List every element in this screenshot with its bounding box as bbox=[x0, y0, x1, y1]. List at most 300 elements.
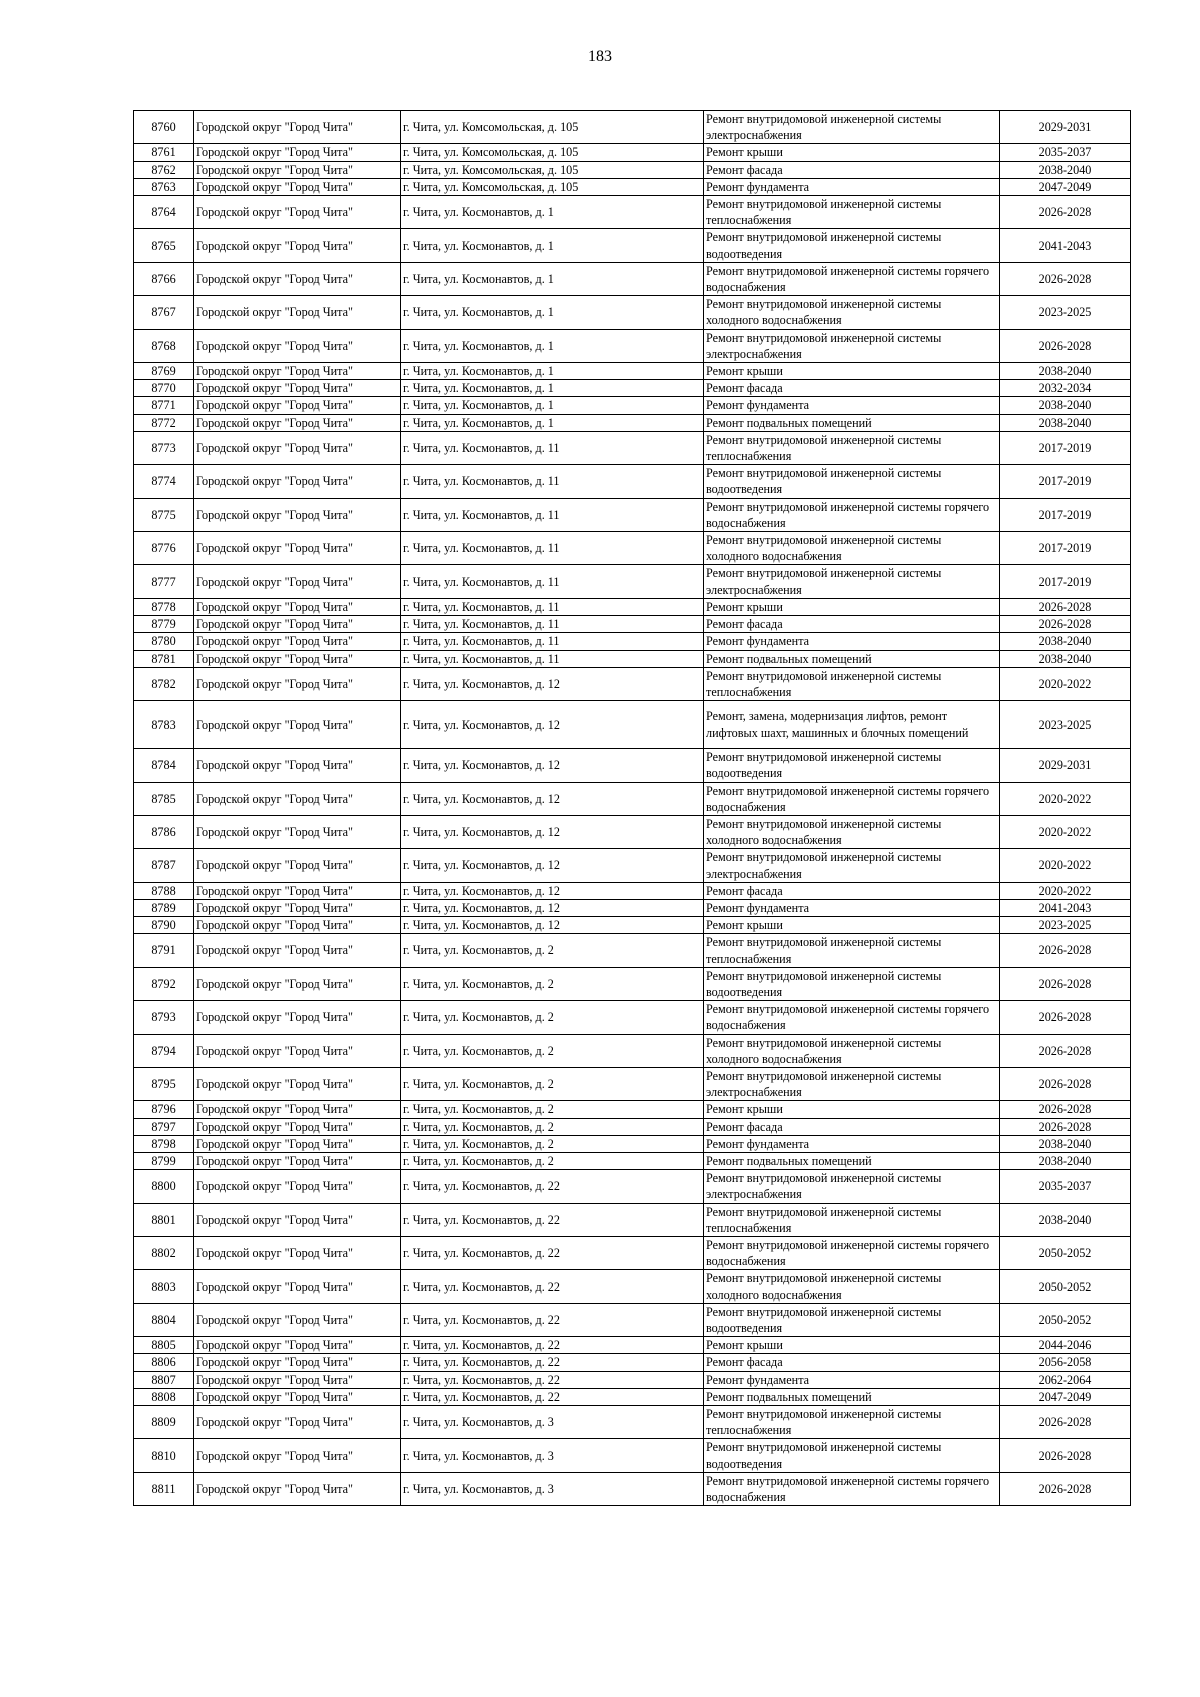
table-row bbox=[134, 397, 1131, 414]
cell-municipality: Городской округ "Город Чита" bbox=[194, 1152, 401, 1169]
cell-period: 2041-2043 bbox=[1000, 899, 1131, 916]
cell-municipality: Городской округ "Город Чита" bbox=[194, 849, 401, 882]
cell-address: г. Чита, ул. Космонавтов, д. 11 bbox=[401, 565, 704, 598]
cell-period: 2017-2019 bbox=[1000, 498, 1131, 531]
cell-work-type: Ремонт внутридомовой инженерной системы теплоснабжения bbox=[704, 934, 1000, 967]
cell-municipality: Городской округ "Город Чита" bbox=[194, 899, 401, 916]
table-row bbox=[134, 498, 1131, 531]
cell-work-type: Ремонт внутридомовой инженерной системы водоотведения bbox=[704, 1439, 1000, 1472]
cell-address: г. Чита, ул. Космонавтов, д. 12 bbox=[401, 701, 704, 749]
cell-work-type: Ремонт внутридомовой инженерной системы горячего водоснабжения bbox=[704, 782, 1000, 815]
cell-number: 8763 bbox=[134, 178, 194, 195]
cell-period: 2038-2040 bbox=[1000, 1203, 1131, 1236]
cell-address: г. Чита, ул. Космонавтов, д. 22 bbox=[401, 1388, 704, 1405]
cell-work-type: Ремонт фасада bbox=[704, 882, 1000, 899]
cell-number: 8811 bbox=[134, 1472, 194, 1505]
cell-number: 8787 bbox=[134, 849, 194, 882]
cell-municipality: Городской округ "Город Чита" bbox=[194, 882, 401, 899]
cell-address: г. Чита, ул. Космонавтов, д. 2 bbox=[401, 1101, 704, 1118]
table-row bbox=[134, 1388, 1131, 1405]
cell-period: 2050-2052 bbox=[1000, 1303, 1131, 1336]
cell-municipality: Городской округ "Город Чита" bbox=[194, 1118, 401, 1135]
cell-municipality: Городской округ "Город Чита" bbox=[194, 934, 401, 967]
cell-work-type: Ремонт внутридомовой инженерной системы горячего водоснабжения bbox=[704, 1237, 1000, 1270]
cell-period: 2041-2043 bbox=[1000, 229, 1131, 262]
table-body bbox=[134, 111, 1131, 1506]
cell-number: 8762 bbox=[134, 161, 194, 178]
cell-municipality: Городской округ "Город Чита" bbox=[194, 1001, 401, 1034]
cell-address: г. Чита, ул. Космонавтов, д. 2 bbox=[401, 1152, 704, 1169]
cell-number: 8795 bbox=[134, 1067, 194, 1100]
cell-municipality: Городской округ "Город Чита" bbox=[194, 161, 401, 178]
cell-work-type: Ремонт фундамента bbox=[704, 1371, 1000, 1388]
cell-number: 8793 bbox=[134, 1001, 194, 1034]
cell-number: 8786 bbox=[134, 815, 194, 848]
cell-address: г. Чита, ул. Космонавтов, д. 2 bbox=[401, 1118, 704, 1135]
cell-work-type: Ремонт внутридомовой инженерной системы теплоснабжения bbox=[704, 196, 1000, 229]
cell-address: г. Чита, ул. Комсомольская, д. 105 bbox=[401, 178, 704, 195]
cell-address: г. Чита, ул. Космонавтов, д. 1 bbox=[401, 397, 704, 414]
cell-work-type: Ремонт подвальных помещений bbox=[704, 414, 1000, 431]
table-row bbox=[134, 650, 1131, 667]
cell-work-type: Ремонт фасада bbox=[704, 1118, 1000, 1135]
cell-period: 2035-2037 bbox=[1000, 1170, 1131, 1203]
cell-address: г. Чита, ул. Космонавтов, д. 11 bbox=[401, 431, 704, 464]
cell-number: 8780 bbox=[134, 633, 194, 650]
cell-municipality: Городской округ "Город Чита" bbox=[194, 565, 401, 598]
cell-address: г. Чита, ул. Космонавтов, д. 2 bbox=[401, 1135, 704, 1152]
cell-address: г. Чита, ул. Космонавтов, д. 11 bbox=[401, 465, 704, 498]
cell-work-type: Ремонт внутридомовой инженерной системы горячего водоснабжения bbox=[704, 498, 1000, 531]
cell-municipality: Городской округ "Город Чита" bbox=[194, 598, 401, 615]
cell-municipality: Городской округ "Город Чита" bbox=[194, 1371, 401, 1388]
cell-municipality: Городской округ "Город Чита" bbox=[194, 532, 401, 565]
cell-period: 2017-2019 bbox=[1000, 532, 1131, 565]
cell-municipality: Городской округ "Город Чита" bbox=[194, 616, 401, 633]
cell-address: г. Чита, ул. Космонавтов, д. 2 bbox=[401, 934, 704, 967]
table-row bbox=[134, 1001, 1131, 1034]
cell-period: 2038-2040 bbox=[1000, 161, 1131, 178]
cell-number: 8792 bbox=[134, 967, 194, 1000]
cell-period: 2029-2031 bbox=[1000, 111, 1131, 144]
table-row bbox=[134, 161, 1131, 178]
cell-number: 8760 bbox=[134, 111, 194, 144]
cell-period: 2047-2049 bbox=[1000, 1388, 1131, 1405]
cell-number: 8764 bbox=[134, 196, 194, 229]
cell-address: г. Чита, ул. Космонавтов, д. 22 bbox=[401, 1170, 704, 1203]
cell-period: 2050-2052 bbox=[1000, 1270, 1131, 1303]
cell-number: 8803 bbox=[134, 1270, 194, 1303]
cell-municipality: Городской округ "Город Чита" bbox=[194, 1303, 401, 1336]
cell-number: 8794 bbox=[134, 1034, 194, 1067]
table-row bbox=[134, 633, 1131, 650]
cell-period: 2032-2034 bbox=[1000, 380, 1131, 397]
table-row bbox=[134, 1472, 1131, 1505]
cell-period: 2062-2064 bbox=[1000, 1371, 1131, 1388]
cell-number: 8769 bbox=[134, 363, 194, 380]
cell-period: 2038-2040 bbox=[1000, 363, 1131, 380]
cell-work-type: Ремонт подвальных помещений bbox=[704, 1152, 1000, 1169]
cell-address: г. Чита, ул. Космонавтов, д. 2 bbox=[401, 1067, 704, 1100]
cell-municipality: Городской округ "Город Чита" bbox=[194, 498, 401, 531]
table-row bbox=[134, 178, 1131, 195]
cell-address: г. Чита, ул. Космонавтов, д. 22 bbox=[401, 1237, 704, 1270]
table-row bbox=[134, 1152, 1131, 1169]
cell-work-type: Ремонт фундамента bbox=[704, 899, 1000, 916]
cell-work-type: Ремонт внутридомовой инженерной системы холодного водоснабжения bbox=[704, 1034, 1000, 1067]
cell-number: 8770 bbox=[134, 380, 194, 397]
table-row bbox=[134, 465, 1131, 498]
cell-address: г. Чита, ул. Космонавтов, д. 2 bbox=[401, 1001, 704, 1034]
cell-municipality: Городской округ "Город Чита" bbox=[194, 1203, 401, 1236]
table-row bbox=[134, 934, 1131, 967]
cell-municipality: Городской округ "Город Чита" bbox=[194, 1270, 401, 1303]
cell-municipality: Городской округ "Город Чита" bbox=[194, 178, 401, 195]
cell-number: 8766 bbox=[134, 262, 194, 295]
table-row bbox=[134, 431, 1131, 464]
cell-municipality: Городской округ "Город Чита" bbox=[194, 1406, 401, 1439]
cell-municipality: Городской округ "Город Чита" bbox=[194, 229, 401, 262]
cell-work-type: Ремонт фасада bbox=[704, 161, 1000, 178]
cell-work-type: Ремонт крыши bbox=[704, 598, 1000, 615]
cell-municipality: Городской округ "Город Чита" bbox=[194, 296, 401, 329]
table-row bbox=[134, 380, 1131, 397]
cell-period: 2038-2040 bbox=[1000, 397, 1131, 414]
cell-period: 2023-2025 bbox=[1000, 701, 1131, 749]
cell-period: 2020-2022 bbox=[1000, 782, 1131, 815]
cell-address: г. Чита, ул. Космонавтов, д. 1 bbox=[401, 380, 704, 397]
cell-municipality: Городской округ "Город Чита" bbox=[194, 329, 401, 362]
cell-number: 8790 bbox=[134, 917, 194, 934]
cell-address: г. Чита, ул. Космонавтов, д. 1 bbox=[401, 296, 704, 329]
cell-period: 2026-2028 bbox=[1000, 196, 1131, 229]
cell-address: г. Чита, ул. Космонавтов, д. 22 bbox=[401, 1303, 704, 1336]
cell-work-type: Ремонт крыши bbox=[704, 1101, 1000, 1118]
cell-work-type: Ремонт, замена, модернизация лифтов, ремонт лифтовых шахт, машинных и блочных помещений bbox=[704, 701, 1000, 749]
cell-work-type: Ремонт внутридомовой инженерной системы электроснабжения bbox=[704, 1170, 1000, 1203]
cell-period: 2020-2022 bbox=[1000, 882, 1131, 899]
cell-address: г. Чита, ул. Космонавтов, д. 11 bbox=[401, 616, 704, 633]
cell-address: г. Чита, ул. Космонавтов, д. 11 bbox=[401, 650, 704, 667]
table-row bbox=[134, 1354, 1131, 1371]
cell-work-type: Ремонт фундамента bbox=[704, 397, 1000, 414]
cell-number: 8806 bbox=[134, 1354, 194, 1371]
cell-address: г. Чита, ул. Космонавтов, д. 11 bbox=[401, 598, 704, 615]
table-row bbox=[134, 1170, 1131, 1203]
cell-period: 2026-2028 bbox=[1000, 1406, 1131, 1439]
cell-address: г. Чита, ул. Космонавтов, д. 22 bbox=[401, 1354, 704, 1371]
cell-address: г. Чита, ул. Космонавтов, д. 12 bbox=[401, 815, 704, 848]
cell-period: 2029-2031 bbox=[1000, 749, 1131, 782]
cell-period: 2026-2028 bbox=[1000, 262, 1131, 295]
cell-municipality: Городской округ "Город Чита" bbox=[194, 363, 401, 380]
cell-work-type: Ремонт фундамента bbox=[704, 1135, 1000, 1152]
cell-address: г. Чита, ул. Комсомольская, д. 105 bbox=[401, 161, 704, 178]
cell-municipality: Городской округ "Город Чита" bbox=[194, 1439, 401, 1472]
cell-period: 2038-2040 bbox=[1000, 1135, 1131, 1152]
cell-address: г. Чита, ул. Космонавтов, д. 1 bbox=[401, 262, 704, 295]
cell-number: 8761 bbox=[134, 144, 194, 161]
cell-address: г. Чита, ул. Космонавтов, д. 1 bbox=[401, 329, 704, 362]
table-row bbox=[134, 1034, 1131, 1067]
cell-number: 8808 bbox=[134, 1388, 194, 1405]
cell-work-type: Ремонт внутридомовой инженерной системы водоотведения bbox=[704, 749, 1000, 782]
cell-municipality: Городской округ "Город Чита" bbox=[194, 782, 401, 815]
cell-municipality: Городской округ "Город Чита" bbox=[194, 1237, 401, 1270]
cell-municipality: Городской округ "Город Чита" bbox=[194, 749, 401, 782]
cell-number: 8801 bbox=[134, 1203, 194, 1236]
cell-number: 8773 bbox=[134, 431, 194, 464]
cell-period: 2026-2028 bbox=[1000, 1118, 1131, 1135]
cell-municipality: Городской округ "Город Чита" bbox=[194, 196, 401, 229]
cell-number: 8799 bbox=[134, 1152, 194, 1169]
cell-work-type: Ремонт подвальных помещений bbox=[704, 650, 1000, 667]
cell-work-type: Ремонт фасада bbox=[704, 616, 1000, 633]
cell-number: 8800 bbox=[134, 1170, 194, 1203]
cell-number: 8788 bbox=[134, 882, 194, 899]
cell-municipality: Городской округ "Город Чита" bbox=[194, 1472, 401, 1505]
cell-address: г. Чита, ул. Космонавтов, д. 11 bbox=[401, 498, 704, 531]
cell-number: 8775 bbox=[134, 498, 194, 531]
cell-work-type: Ремонт крыши bbox=[704, 144, 1000, 161]
cell-address: г. Чита, ул. Комсомольская, д. 105 bbox=[401, 144, 704, 161]
repair-schedule-table bbox=[133, 110, 1131, 1506]
cell-number: 8805 bbox=[134, 1337, 194, 1354]
cell-address: г. Чита, ул. Космонавтов, д. 12 bbox=[401, 882, 704, 899]
cell-work-type: Ремонт внутридомовой инженерной системы холодного водоснабжения bbox=[704, 1270, 1000, 1303]
cell-municipality: Городской округ "Город Чита" bbox=[194, 1067, 401, 1100]
table-row bbox=[134, 111, 1131, 144]
cell-address: г. Чита, ул. Космонавтов, д. 1 bbox=[401, 363, 704, 380]
cell-work-type: Ремонт внутридомовой инженерной системы электроснабжения bbox=[704, 111, 1000, 144]
cell-number: 8781 bbox=[134, 650, 194, 667]
cell-work-type: Ремонт крыши bbox=[704, 917, 1000, 934]
cell-work-type: Ремонт фундамента bbox=[704, 178, 1000, 195]
table-row bbox=[134, 849, 1131, 882]
table-row bbox=[134, 1270, 1131, 1303]
cell-municipality: Городской округ "Город Чита" bbox=[194, 465, 401, 498]
cell-period: 2017-2019 bbox=[1000, 465, 1131, 498]
cell-work-type: Ремонт внутридомовой инженерной системы электроснабжения bbox=[704, 849, 1000, 882]
cell-work-type: Ремонт внутридомовой инженерной системы теплоснабжения bbox=[704, 431, 1000, 464]
table-row bbox=[134, 565, 1131, 598]
cell-number: 8782 bbox=[134, 667, 194, 700]
cell-work-type: Ремонт крыши bbox=[704, 363, 1000, 380]
table-row bbox=[134, 1237, 1131, 1270]
cell-municipality: Городской округ "Город Чита" bbox=[194, 380, 401, 397]
cell-period: 2026-2028 bbox=[1000, 1067, 1131, 1100]
cell-period: 2026-2028 bbox=[1000, 934, 1131, 967]
table-row bbox=[134, 616, 1131, 633]
cell-number: 8798 bbox=[134, 1135, 194, 1152]
cell-municipality: Городской округ "Город Чита" bbox=[194, 1101, 401, 1118]
cell-address: г. Чита, ул. Космонавтов, д. 22 bbox=[401, 1270, 704, 1303]
cell-number: 8776 bbox=[134, 532, 194, 565]
table-row bbox=[134, 144, 1131, 161]
cell-period: 2038-2040 bbox=[1000, 1152, 1131, 1169]
cell-period: 2023-2025 bbox=[1000, 296, 1131, 329]
cell-period: 2047-2049 bbox=[1000, 178, 1131, 195]
cell-period: 2026-2028 bbox=[1000, 967, 1131, 1000]
cell-number: 8791 bbox=[134, 934, 194, 967]
cell-work-type: Ремонт подвальных помещений bbox=[704, 1388, 1000, 1405]
cell-work-type: Ремонт внутридомовой инженерной системы водоотведения bbox=[704, 967, 1000, 1000]
table-row bbox=[134, 196, 1131, 229]
table-row bbox=[134, 1439, 1131, 1472]
cell-period: 2023-2025 bbox=[1000, 917, 1131, 934]
cell-municipality: Городской округ "Город Чита" bbox=[194, 144, 401, 161]
table-row bbox=[134, 262, 1131, 295]
table-row bbox=[134, 749, 1131, 782]
cell-period: 2026-2028 bbox=[1000, 1439, 1131, 1472]
cell-number: 8789 bbox=[134, 899, 194, 916]
cell-address: г. Чита, ул. Космонавтов, д. 3 bbox=[401, 1439, 704, 1472]
table-row bbox=[134, 229, 1131, 262]
cell-municipality: Городской округ "Город Чита" bbox=[194, 633, 401, 650]
cell-address: г. Чита, ул. Космонавтов, д. 12 bbox=[401, 849, 704, 882]
cell-number: 8810 bbox=[134, 1439, 194, 1472]
cell-municipality: Городской округ "Город Чита" bbox=[194, 414, 401, 431]
cell-number: 8779 bbox=[134, 616, 194, 633]
cell-period: 2038-2040 bbox=[1000, 650, 1131, 667]
cell-address: г. Чита, ул. Космонавтов, д. 2 bbox=[401, 967, 704, 1000]
cell-number: 8804 bbox=[134, 1303, 194, 1336]
cell-municipality: Городской округ "Город Чита" bbox=[194, 815, 401, 848]
cell-municipality: Городской округ "Город Чита" bbox=[194, 967, 401, 1000]
cell-period: 2017-2019 bbox=[1000, 431, 1131, 464]
cell-municipality: Городской округ "Город Чита" bbox=[194, 1388, 401, 1405]
cell-municipality: Городской округ "Город Чита" bbox=[194, 1135, 401, 1152]
cell-address: г. Чита, ул. Космонавтов, д. 22 bbox=[401, 1337, 704, 1354]
cell-work-type: Ремонт внутридомовой инженерной системы водоотведения bbox=[704, 1303, 1000, 1336]
cell-work-type: Ремонт внутридомовой инженерной системы теплоснабжения bbox=[704, 667, 1000, 700]
cell-municipality: Городской округ "Город Чита" bbox=[194, 111, 401, 144]
cell-work-type: Ремонт внутридомовой инженерной системы холодного водоснабжения bbox=[704, 532, 1000, 565]
cell-period: 2026-2028 bbox=[1000, 616, 1131, 633]
table-row bbox=[134, 363, 1131, 380]
cell-number: 8768 bbox=[134, 329, 194, 362]
cell-address: г. Чита, ул. Космонавтов, д. 12 bbox=[401, 782, 704, 815]
cell-municipality: Городской округ "Город Чита" bbox=[194, 431, 401, 464]
cell-number: 8807 bbox=[134, 1371, 194, 1388]
table-row bbox=[134, 1203, 1131, 1236]
cell-work-type: Ремонт внутридомовой инженерной системы водоотведения bbox=[704, 229, 1000, 262]
page-number: 183 bbox=[588, 48, 612, 65]
cell-municipality: Городской округ "Город Чита" bbox=[194, 667, 401, 700]
table-row bbox=[134, 967, 1131, 1000]
cell-address: г. Чита, ул. Космонавтов, д. 1 bbox=[401, 414, 704, 431]
cell-number: 8785 bbox=[134, 782, 194, 815]
table-row bbox=[134, 532, 1131, 565]
cell-period: 2026-2028 bbox=[1000, 1472, 1131, 1505]
cell-number: 8783 bbox=[134, 701, 194, 749]
cell-work-type: Ремонт внутридомовой инженерной системы горячего водоснабжения bbox=[704, 1001, 1000, 1034]
cell-municipality: Городской округ "Город Чита" bbox=[194, 1354, 401, 1371]
table-row bbox=[134, 1101, 1131, 1118]
table-row bbox=[134, 598, 1131, 615]
cell-number: 8784 bbox=[134, 749, 194, 782]
cell-work-type: Ремонт крыши bbox=[704, 1337, 1000, 1354]
cell-address: г. Чита, ул. Космонавтов, д. 2 bbox=[401, 1034, 704, 1067]
table-row bbox=[134, 701, 1131, 749]
cell-number: 8797 bbox=[134, 1118, 194, 1135]
cell-work-type: Ремонт внутридомовой инженерной системы холодного водоснабжения bbox=[704, 815, 1000, 848]
table-row bbox=[134, 1337, 1131, 1354]
table-row bbox=[134, 414, 1131, 431]
table-row bbox=[134, 782, 1131, 815]
cell-work-type: Ремонт внутридомовой инженерной системы теплоснабжения bbox=[704, 1406, 1000, 1439]
cell-work-type: Ремонт фундамента bbox=[704, 633, 1000, 650]
cell-number: 8778 bbox=[134, 598, 194, 615]
cell-address: г. Чита, ул. Космонавтов, д. 12 bbox=[401, 917, 704, 934]
table-row bbox=[134, 1371, 1131, 1388]
cell-period: 2035-2037 bbox=[1000, 144, 1131, 161]
cell-period: 2020-2022 bbox=[1000, 815, 1131, 848]
cell-number: 8767 bbox=[134, 296, 194, 329]
cell-number: 8802 bbox=[134, 1237, 194, 1270]
cell-work-type: Ремонт внутридомовой инженерной системы электроснабжения bbox=[704, 1067, 1000, 1100]
table-row bbox=[134, 329, 1131, 362]
cell-address: г. Чита, ул. Космонавтов, д. 11 bbox=[401, 633, 704, 650]
cell-period: 2056-2058 bbox=[1000, 1354, 1131, 1371]
table-row bbox=[134, 917, 1131, 934]
cell-municipality: Городской округ "Город Чита" bbox=[194, 1170, 401, 1203]
table-row bbox=[134, 1067, 1131, 1100]
cell-municipality: Городской округ "Город Чита" bbox=[194, 1337, 401, 1354]
cell-municipality: Городской округ "Город Чита" bbox=[194, 701, 401, 749]
cell-address: г. Чита, ул. Космонавтов, д. 3 bbox=[401, 1406, 704, 1439]
cell-period: 2026-2028 bbox=[1000, 1101, 1131, 1118]
cell-address: г. Чита, ул. Космонавтов, д. 12 bbox=[401, 749, 704, 782]
cell-number: 8765 bbox=[134, 229, 194, 262]
cell-address: г. Чита, ул. Космонавтов, д. 3 bbox=[401, 1472, 704, 1505]
cell-period: 2026-2028 bbox=[1000, 598, 1131, 615]
cell-work-type: Ремонт внутридомовой инженерной системы водоотведения bbox=[704, 465, 1000, 498]
table-row bbox=[134, 899, 1131, 916]
cell-number: 8772 bbox=[134, 414, 194, 431]
cell-period: 2020-2022 bbox=[1000, 667, 1131, 700]
cell-period: 2038-2040 bbox=[1000, 414, 1131, 431]
cell-work-type: Ремонт внутридомовой инженерной системы электроснабжения bbox=[704, 565, 1000, 598]
cell-number: 8796 bbox=[134, 1101, 194, 1118]
table-row bbox=[134, 667, 1131, 700]
cell-address: г. Чита, ул. Космонавтов, д. 12 bbox=[401, 899, 704, 916]
cell-municipality: Городской округ "Город Чита" bbox=[194, 650, 401, 667]
cell-work-type: Ремонт фасада bbox=[704, 380, 1000, 397]
cell-municipality: Городской округ "Город Чита" bbox=[194, 397, 401, 414]
cell-address: г. Чита, ул. Комсомольская, д. 105 bbox=[401, 111, 704, 144]
table-row bbox=[134, 882, 1131, 899]
table-row bbox=[134, 296, 1131, 329]
cell-period: 2050-2052 bbox=[1000, 1237, 1131, 1270]
table-row bbox=[134, 1135, 1131, 1152]
cell-address: г. Чита, ул. Космонавтов, д. 22 bbox=[401, 1371, 704, 1388]
cell-period: 2026-2028 bbox=[1000, 329, 1131, 362]
cell-municipality: Городской округ "Город Чита" bbox=[194, 1034, 401, 1067]
cell-municipality: Городской округ "Город Чита" bbox=[194, 917, 401, 934]
cell-period: 2038-2040 bbox=[1000, 633, 1131, 650]
table-row bbox=[134, 1118, 1131, 1135]
cell-period: 2026-2028 bbox=[1000, 1001, 1131, 1034]
cell-number: 8774 bbox=[134, 465, 194, 498]
cell-period: 2017-2019 bbox=[1000, 565, 1131, 598]
table-row bbox=[134, 1303, 1131, 1336]
cell-period: 2020-2022 bbox=[1000, 849, 1131, 882]
cell-work-type: Ремонт внутридомовой инженерной системы теплоснабжения bbox=[704, 1203, 1000, 1236]
cell-address: г. Чита, ул. Космонавтов, д. 22 bbox=[401, 1203, 704, 1236]
cell-work-type: Ремонт фасада bbox=[704, 1354, 1000, 1371]
cell-address: г. Чита, ул. Космонавтов, д. 12 bbox=[401, 667, 704, 700]
